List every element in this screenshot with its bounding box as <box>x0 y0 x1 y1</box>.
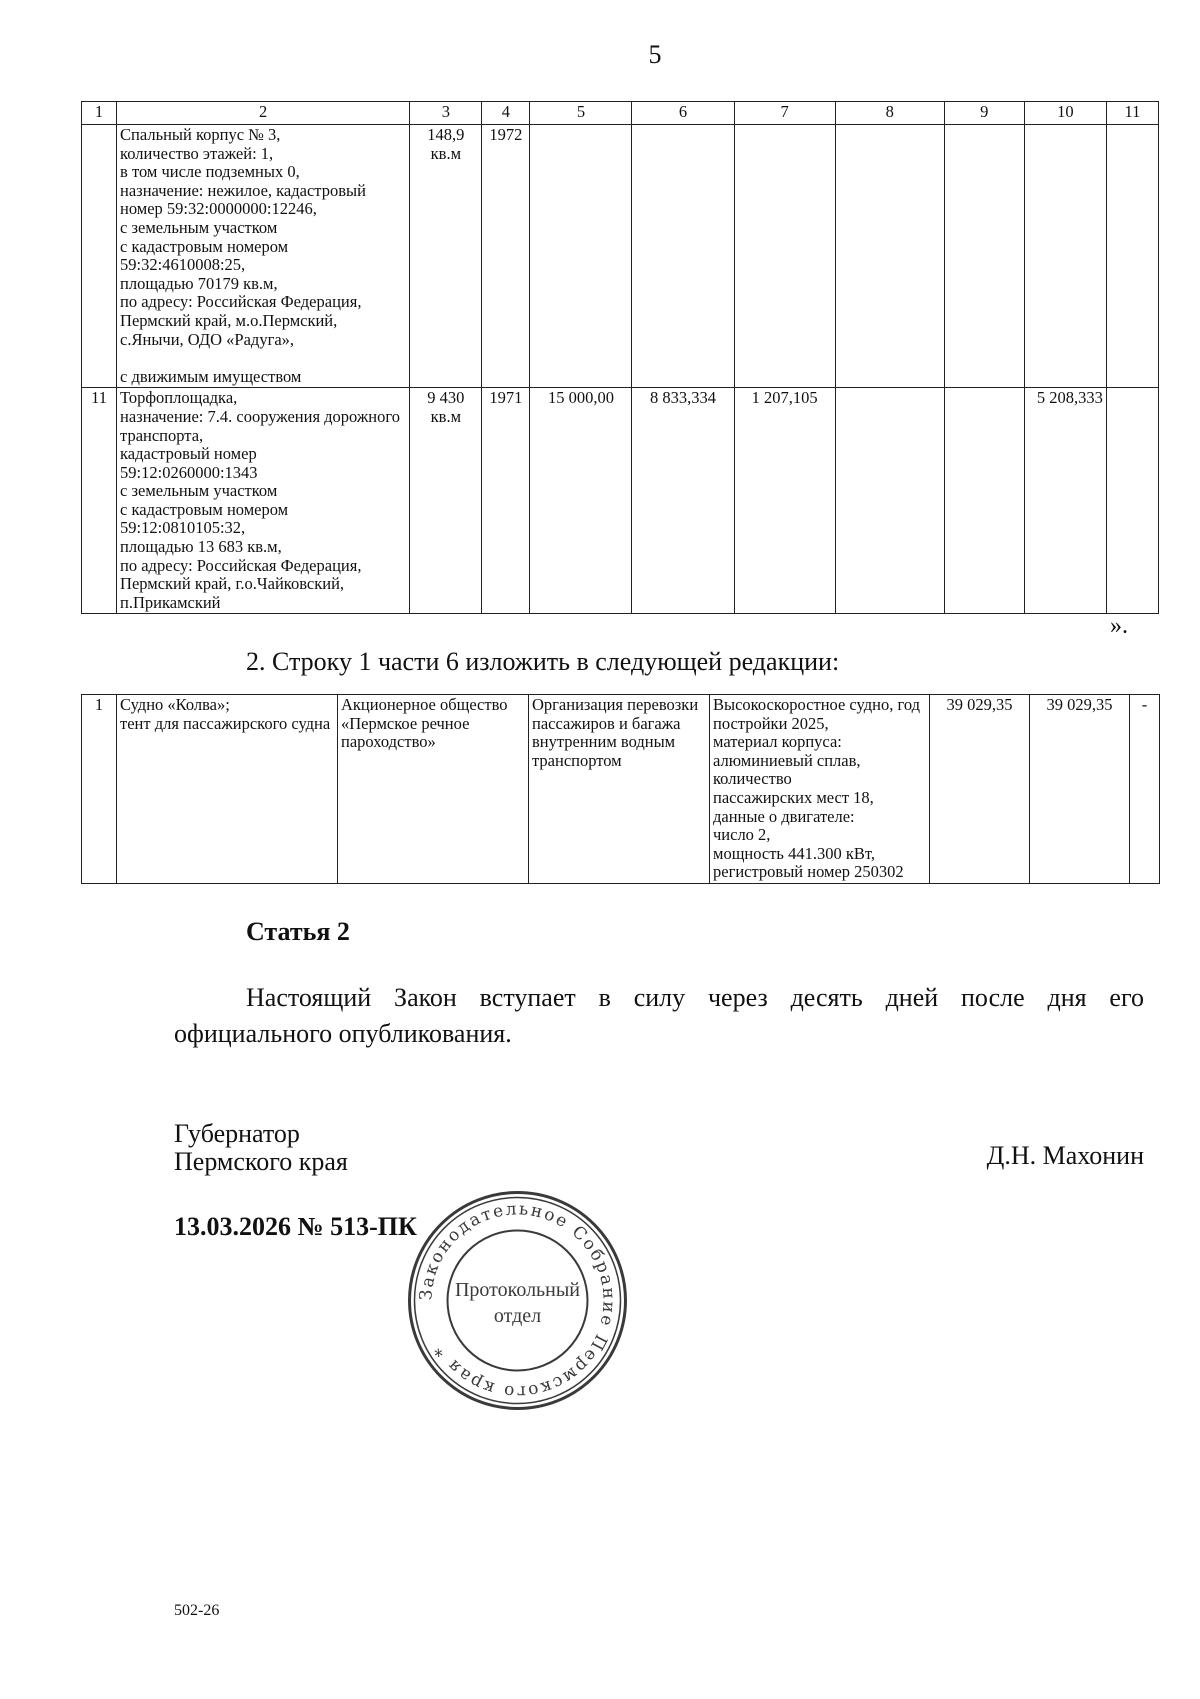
document-code: 502-26 <box>174 1602 220 1619</box>
page-number: 5 <box>648 40 662 69</box>
object-description: Торфоплощадка, назначение: 7.4. сооружения дорожного транспорта, кадастровый номер 59:12:0260000:1343 с земельным участком с кадастровым номером 59:12:0810105:32, площадью 13 683 кв.м, по адресу: Российская Федерация, Пермский край, г.о.Чайковский, п.Прикамский <box>117 388 410 614</box>
table-cell: 15 000,00 <box>530 388 632 614</box>
table-cell <box>734 125 835 388</box>
table-cell: 8 833,334 <box>632 388 734 614</box>
column-header: 6 <box>632 102 734 125</box>
svg-text:отдел: отдел <box>493 1305 542 1327</box>
vessel-name: Судно «Колва»; тент для пассажирского судна <box>117 695 338 884</box>
column-header: 4 <box>482 102 530 125</box>
row-number: 1 <box>82 695 117 884</box>
table-row <box>82 695 1160 884</box>
vessel-value: 39 029,35 <box>930 695 1030 884</box>
stamp-seal-icon <box>405 1188 630 1413</box>
column-header: 10 <box>1024 102 1106 125</box>
table-cell <box>632 125 734 388</box>
vessel-purpose: Организация перевозки пассажиров и багажа внутренним водным транспортом <box>529 695 710 884</box>
column-header: 7 <box>734 102 835 125</box>
column-header: 1 <box>82 102 117 125</box>
table-row <box>82 388 1159 614</box>
law-date-number: 13.03.2026 № 513-ПК <box>174 1212 417 1241</box>
table-cell <box>1106 125 1158 388</box>
object-year: 1971 <box>482 388 530 614</box>
table-cell: 5 208,333 <box>1024 388 1106 614</box>
vessel-owner: Акционерное общество «Пермское речное пароходство» <box>338 695 529 884</box>
svg-text:Протокольный: Протокольный <box>454 1279 581 1301</box>
article-text: Настоящий Закон вступает в силу через десять дней после дня его официального опубликования. <box>174 983 1144 1048</box>
column-header: 2 <box>117 102 410 125</box>
object-year: 1972 <box>482 125 530 388</box>
object-description: Спальный корпус № 3, количество этажей: 1, в том числе подземных 0, назначение: нежилое, кадастровый номер 59:32:0000000:12246, с земельным участком с кадастровым номером 59:32:4610008:25, площадью 70179 кв.м, по адресу: Российская Федерация, Пермский край, м.о.Пермский, с.Янычи, ОДО «Радуга», с движимым имуществом <box>117 125 410 388</box>
vessel-value: 39 029,35 <box>1030 695 1130 884</box>
vessel-value: - <box>1130 695 1160 884</box>
article-heading: Статья 2 <box>246 917 350 946</box>
vessel-specs: Высокоскоростное судно, год постройки 2025, материал корпуса: алюминиевый сплав, количество пассажирских мест 18, данные о двигателе: число 2, мощность 441.300 кВт, регистровый номер 250302 <box>710 695 930 884</box>
table-cell: 1 207,105 <box>734 388 835 614</box>
table-cell <box>835 388 944 614</box>
table-header-row <box>82 102 1159 125</box>
signatory-title: Губернатор Пермского края <box>174 1119 348 1176</box>
table-row <box>82 125 1159 388</box>
column-header: 8 <box>835 102 944 125</box>
column-header: 11 <box>1106 102 1158 125</box>
table-cell <box>530 125 632 388</box>
svg-text:Законодательное Собрание Пермс: Законодательное Собрание Пермского края * <box>416 1199 619 1402</box>
official-stamp <box>405 1188 630 1413</box>
table-cell <box>944 125 1024 388</box>
table-cell <box>1106 388 1158 614</box>
property-table <box>81 101 1159 614</box>
table-cell <box>944 388 1024 614</box>
column-header: 3 <box>410 102 482 125</box>
table-cell <box>1024 125 1106 388</box>
amendment-heading: 2. Строку 1 части 6 изложить в следующей редакции: <box>246 647 840 676</box>
row-number <box>82 125 117 388</box>
object-area: 9 430 кв.м <box>410 388 482 614</box>
vessel-table <box>81 694 1160 884</box>
signatory-name: Д.Н. Махонин <box>986 1141 1144 1170</box>
column-header: 5 <box>530 102 632 125</box>
closing-quote: ». <box>1110 613 1128 639</box>
column-header: 9 <box>944 102 1024 125</box>
row-number: 11 <box>82 388 117 614</box>
table-cell <box>835 125 944 388</box>
object-area: 148,9 кв.м <box>410 125 482 388</box>
